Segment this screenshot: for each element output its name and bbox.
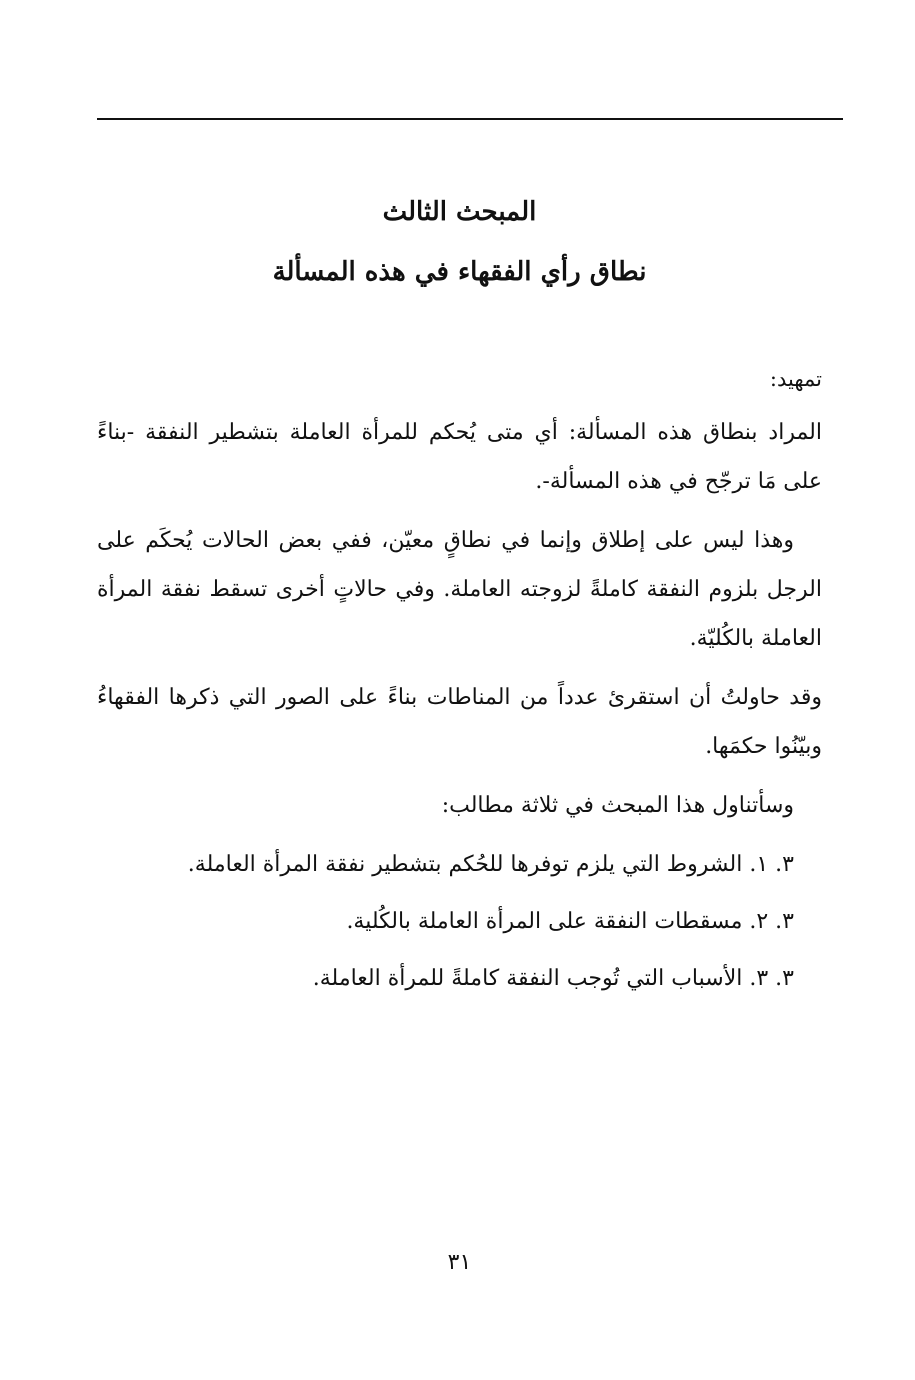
list-item: ٣. ٢. مسقطات النفقة على المرأة العاملة بالكُلية. — [346, 909, 794, 934]
paragraph: المراد بنطاق هذه المسألة: أي متى يُحكم للمرأة العاملة بتشطير النفقة -بناءً على مَا ترجّح في هذه المسألة-. — [97, 420, 822, 494]
body-text — [97, 408, 822, 1011]
paragraph: وقد حاولتُ أن استقرئ عدداً من المناطات بناءً على الصور التي ذكرها الفقهاءُ وبيّنُوا حكمَها. — [97, 685, 822, 759]
page-number: ٣١ — [447, 1250, 472, 1275]
section-subtitle: نطاق رأي الفقهاء في هذه المسألة — [272, 257, 647, 287]
section-title: المبحث الثالث — [382, 197, 537, 227]
list-item: ٣. ٣. الأسباب التي تُوجب النفقة كاملةً للمرأة العاملة. — [312, 966, 794, 991]
list-item: ٣. ١. الشروط التي يلزم توفرها للحُكم بتشطير نفقة المرأة العاملة. — [187, 852, 794, 877]
intro-label: تمهيد: — [769, 367, 822, 391]
paragraph: وهذا ليس على إطلاق وإنما في نطاقٍ معيّن، ففي بعض الحالات يُحكَم على الرجل بلزوم النفقة كاملةً لزوجته العاملة. وفي حالاتٍ أخرى تسقط نفقة المرأة العاملة بالكُليّة. — [97, 528, 822, 651]
topics-list — [97, 840, 822, 1003]
page-content — [97, 0, 822, 1380]
paragraph: وسأتناول هذا المبحث في ثلاثة مطالب: — [441, 793, 794, 818]
